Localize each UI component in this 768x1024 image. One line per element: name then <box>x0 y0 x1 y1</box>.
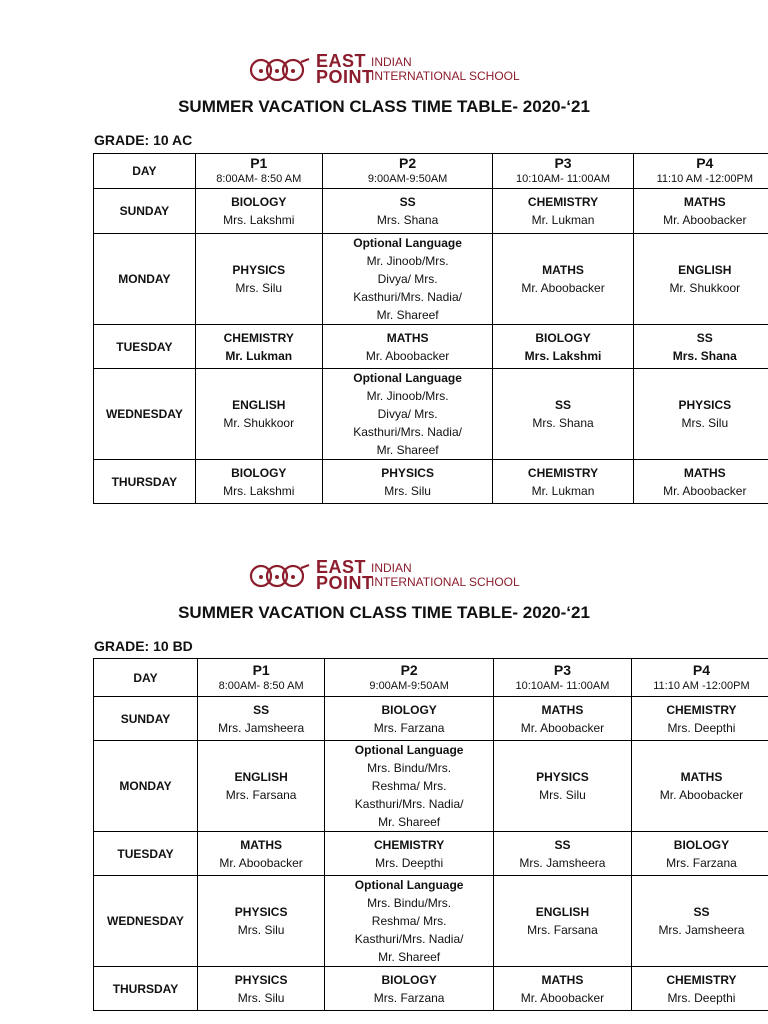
class-cell: BIOLOGY Mrs. Farzana <box>325 967 494 1011</box>
school-logo-icon <box>249 561 313 591</box>
logo-text-international-school: INTERNATIONAL SCHOOL <box>371 69 520 83</box>
logo-text-point: POINT <box>316 67 374 87</box>
day-cell: SUNDAY <box>94 189 196 234</box>
class-cell: CHEMISTRY Mr. Lukman <box>493 189 633 234</box>
school-logo <box>249 558 529 594</box>
table-row <box>94 967 768 1011</box>
grade-label: GRADE: 10 AC <box>94 132 193 148</box>
class-cell: BIOLOGY Mrs. Farzana <box>631 832 768 876</box>
school-logo <box>249 52 529 88</box>
class-cell: ENGLISH Mrs. Farsana <box>493 876 631 967</box>
timetable-title: SUMMER VACATION CLASS TIME TABLE- 2020-‘21 <box>178 97 590 116</box>
class-cell: MATHS Mr. Aboobacker <box>633 460 768 504</box>
table-row <box>94 741 768 832</box>
optional-language-cell: Optional Language Mr. Jinoob/Mrs. Divya/ Mrs. Kasthuri/Mrs. Nadia/ Mr. Shareef <box>322 369 493 460</box>
class-cell: BIOLOGY Mrs. Farzana <box>325 697 494 741</box>
day-cell: TUESDAY <box>94 832 198 876</box>
class-cell: MATHS Mr. Aboobacker <box>493 967 631 1011</box>
period-header: P3 10:10AM- 11:00AM <box>493 154 633 189</box>
class-cell: BIOLOGY Mrs. Lakshmi <box>195 460 322 504</box>
logo-text-east: EAST <box>316 51 367 71</box>
day-cell: MONDAY <box>94 234 196 325</box>
header-row <box>94 154 768 189</box>
class-cell: PHYSICS Mrs. Silu <box>322 460 493 504</box>
class-cell: MATHS Mr. Aboobacker <box>633 189 768 234</box>
day-cell: THURSDAY <box>94 967 198 1011</box>
class-cell: MATHS Mr. Aboobacker <box>322 325 493 369</box>
table-row <box>94 234 768 325</box>
class-cell: SS Mrs. Jamsheera <box>197 697 324 741</box>
period-header: P1 8:00AM- 8:50 AM <box>197 659 324 697</box>
class-cell: PHYSICS Mrs. Silu <box>197 876 324 967</box>
day-cell: WEDNESDAY <box>94 876 198 967</box>
class-cell: ENGLISH Mr. Shukkoor <box>195 369 322 460</box>
period-header: P1 8:00AM- 8:50 AM <box>195 154 322 189</box>
period-header: P2 9:00AM-9:50AM <box>325 659 494 697</box>
class-cell: PHYSICS Mrs. Silu <box>195 234 322 325</box>
class-cell: SS Mrs. Shana <box>633 325 768 369</box>
class-cell: MATHS Mr. Aboobacker <box>197 832 324 876</box>
class-cell: CHEMISTRY Mrs. Deepthi <box>631 697 768 741</box>
timetable-10bd <box>93 658 768 1011</box>
table-row <box>94 876 768 967</box>
day-header: DAY <box>94 154 196 189</box>
header-row <box>94 659 768 697</box>
period-header: P4 11:10 AM -12:00PM <box>631 659 768 697</box>
table-row <box>94 369 768 460</box>
class-cell: SS Mrs. Jamsheera <box>493 832 631 876</box>
class-cell: CHEMISTRY Mr. Lukman <box>493 460 633 504</box>
optional-language-cell: Optional Language Mrs. Bindu/Mrs. Reshma/ Mrs. Kasthuri/Mrs. Nadia/ Mr. Shareef <box>325 876 494 967</box>
class-cell: CHEMISTRY Mr. Lukman <box>195 325 322 369</box>
logo-text-indian: INDIAN <box>371 561 412 575</box>
optional-language-cell: Optional Language Mrs. Bindu/Mrs. Reshma/ Mrs. Kasthuri/Mrs. Nadia/ Mr. Shareef <box>325 741 494 832</box>
table-row <box>94 460 768 504</box>
day-cell: TUESDAY <box>94 325 196 369</box>
logo-text-point: POINT <box>316 573 374 593</box>
class-cell: MATHS Mr. Aboobacker <box>493 234 633 325</box>
timetable-title: SUMMER VACATION CLASS TIME TABLE- 2020-‘21 <box>178 603 590 622</box>
class-cell: SS Mrs. Shana <box>322 189 493 234</box>
class-cell: CHEMISTRY Mrs. Deepthi <box>325 832 494 876</box>
day-cell: MONDAY <box>94 741 198 832</box>
table-row <box>94 325 768 369</box>
class-cell: SS Mrs. Shana <box>493 369 633 460</box>
class-cell: ENGLISH Mr. Shukkoor <box>633 234 768 325</box>
timetable-10ac <box>93 153 768 504</box>
class-cell: PHYSICS Mrs. Silu <box>633 369 768 460</box>
period-header: P2 9:00AM-9:50AM <box>322 154 493 189</box>
optional-language-cell: Optional Language Mr. Jinoob/Mrs. Divya/ Mrs. Kasthuri/Mrs. Nadia/ Mr. Shareef <box>322 234 493 325</box>
table-row <box>94 832 768 876</box>
school-logo-icon <box>249 55 313 85</box>
grade-label: GRADE: 10 BD <box>94 638 193 654</box>
class-cell: CHEMISTRY Mrs. Deepthi <box>631 967 768 1011</box>
class-cell: MATHS Mr. Aboobacker <box>631 741 768 832</box>
class-cell: SS Mrs. Jamsheera <box>631 876 768 967</box>
day-cell: SUNDAY <box>94 697 198 741</box>
logo-text-east: EAST <box>316 557 367 577</box>
logo-text-international-school: INTERNATIONAL SCHOOL <box>371 575 520 589</box>
class-cell: ENGLISH Mrs. Farsana <box>197 741 324 832</box>
table-row <box>94 697 768 741</box>
class-cell: PHYSICS Mrs. Silu <box>197 967 324 1011</box>
class-cell: BIOLOGY Mrs. Lakshmi <box>493 325 633 369</box>
day-cell: THURSDAY <box>94 460 196 504</box>
logo-text-indian: INDIAN <box>371 55 412 69</box>
class-cell: PHYSICS Mrs. Silu <box>493 741 631 832</box>
day-header: DAY <box>94 659 198 697</box>
day-cell: WEDNESDAY <box>94 369 196 460</box>
period-header: P3 10:10AM- 11:00AM <box>493 659 631 697</box>
period-header: P4 11:10 AM -12:00PM <box>633 154 768 189</box>
table-row <box>94 189 768 234</box>
class-cell: MATHS Mr. Aboobacker <box>493 697 631 741</box>
class-cell: BIOLOGY Mrs. Lakshmi <box>195 189 322 234</box>
